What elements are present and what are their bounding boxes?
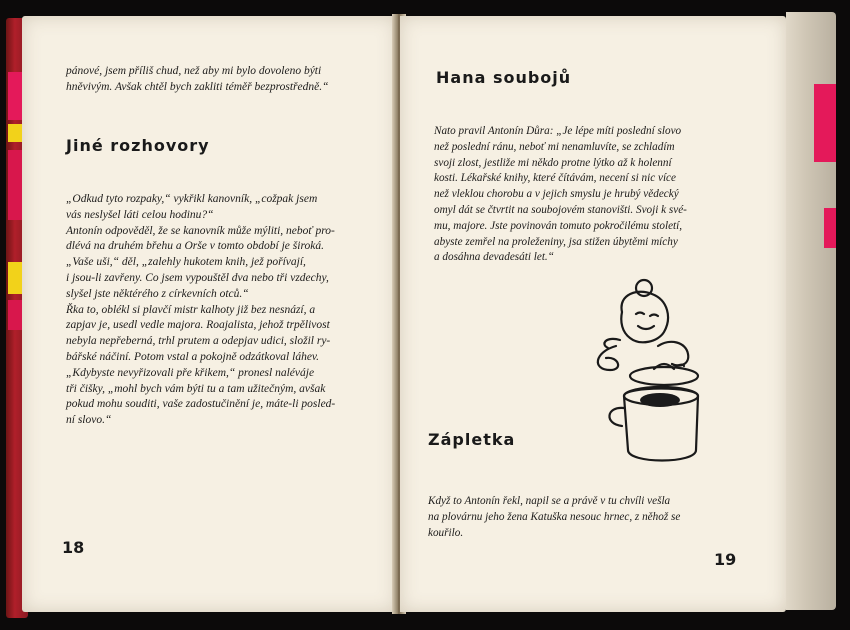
right-body-paragraph bbox=[434, 124, 687, 266]
arm-shape bbox=[658, 342, 688, 366]
section-heading-hana-souboju: Hana soubojů bbox=[436, 68, 572, 87]
bookmark-tab-pink bbox=[8, 72, 22, 120]
text-line: na plovárnu jeho žena Katuška nesouc hrnec, z něhož se bbox=[428, 510, 681, 523]
section-heading-zapletka: Zápletka bbox=[428, 430, 516, 449]
text-line: než vleklou chorobu a v jejich smyslu je hrubý vědecký bbox=[434, 188, 679, 201]
pot-lid bbox=[630, 367, 698, 385]
text-line: ní slovo.“ bbox=[66, 414, 112, 427]
left-body-paragraph bbox=[66, 192, 335, 429]
bookmark-tab-right-1 bbox=[814, 84, 836, 162]
right-page bbox=[400, 16, 786, 612]
text-line: „Vaše uši,“ děl, „zalehly hukotem knih, jež pořívají, bbox=[66, 256, 306, 269]
right-body2-paragraph bbox=[428, 494, 680, 541]
text-line: dlévá na druhém břehu a Orše v tomto období je široká. bbox=[66, 240, 324, 253]
text-line: slyšel jste něktérého z církevních otců.“ bbox=[66, 287, 249, 300]
text-line: hněvivým. Avšak chtěl bych zakliti téměř bezprostředně.“ bbox=[66, 80, 329, 93]
left-page bbox=[22, 16, 396, 612]
text-line: než poslední ránu, neboť mi nenamluvíte, se zchladím bbox=[434, 140, 675, 153]
bookmark-tab-yellow-2 bbox=[8, 262, 22, 294]
pot-handle bbox=[609, 408, 624, 426]
bookmark-tab-yellow bbox=[8, 124, 22, 142]
text-line: „Odkud tyto rozpaky,“ vykřikl kanovník, „cožpak jsem bbox=[66, 193, 318, 205]
text-line: tři čišky, „mohl bych vám býti tu a tam užitečným, avšak bbox=[66, 382, 326, 395]
text-line: Řka to, oblékl si plavčí mistr kalhoty již bez nesnází, a bbox=[66, 303, 316, 316]
bookmark-tab-pink-3 bbox=[8, 300, 22, 330]
text-line: pokud mohu souditi, vaše zadostučinění je, máte-li posled- bbox=[66, 398, 336, 411]
text-line: zapjav je, usedl vedle majora. Roajalista, jehož trpělivost bbox=[66, 319, 330, 332]
text-line: svoji zlost, jestliže mi někdo protne lýtko až k holenní bbox=[434, 156, 672, 169]
cook-with-pot-illustration bbox=[588, 274, 718, 468]
text-line: bářské náčiní. Potom vstal a pokojně odzátkoval láhev. bbox=[66, 350, 320, 363]
steam-left bbox=[598, 346, 618, 370]
text-line: i jsou-li zavřeny. Co jsem vypouštěl dva nebo tři vzdechy, bbox=[66, 271, 329, 284]
head-shape bbox=[621, 292, 668, 343]
text-line: a dosáhna devadesáti let.“ bbox=[434, 251, 554, 264]
eye-right bbox=[650, 315, 658, 317]
text-line: „Kdybyste nevyřizovali pře křikem,“ pronesl naléváje bbox=[66, 366, 315, 379]
pot-contents bbox=[640, 393, 680, 407]
text-line: Antonín odpověděl, že se kanovník může mýliti, neboť pro- bbox=[66, 224, 335, 237]
text-line: kouřilo. bbox=[428, 526, 464, 539]
bookmark-tab-right-2 bbox=[824, 208, 836, 248]
section-heading-jine-rozhovory: Jiné rozhovory bbox=[66, 136, 210, 155]
text-line: pánové, jsem příliš chud, než aby mi bylo dovoleno býti bbox=[66, 65, 322, 77]
eye-left bbox=[636, 313, 644, 315]
text-line: abyste zemřel na proleženiny, jsa stižen úbytěmi míchy bbox=[434, 235, 678, 248]
text-line: kosti. Lékařské knihy, které čítávám, necení si nic více bbox=[434, 172, 676, 185]
text-line: nebyla nepřeberná, trhl prutem a odepjav udici, složil ry- bbox=[66, 335, 331, 348]
bookmark-tab-pink-2 bbox=[8, 150, 22, 220]
text-line: vás neslyšel láti celou hodinu?“ bbox=[66, 208, 214, 221]
text-line: mu, majore. Jste povinován tomuto pokročilému století, bbox=[434, 219, 683, 232]
left-intro-paragraph bbox=[66, 64, 329, 96]
text-line: omyl dát se čtvrtit na soubojovém stanovišti. Svoji k své- bbox=[434, 203, 687, 216]
page-number-right: 19 bbox=[714, 550, 737, 569]
page-number-left: 18 bbox=[62, 538, 85, 557]
smile bbox=[638, 326, 654, 329]
text-line: Nato pravil Antonín Důra: „Je lépe míti poslední slovo bbox=[434, 125, 682, 137]
text-line: Když to Antonín řekl, napil se a právě v tu chvíli vešla bbox=[428, 495, 671, 507]
